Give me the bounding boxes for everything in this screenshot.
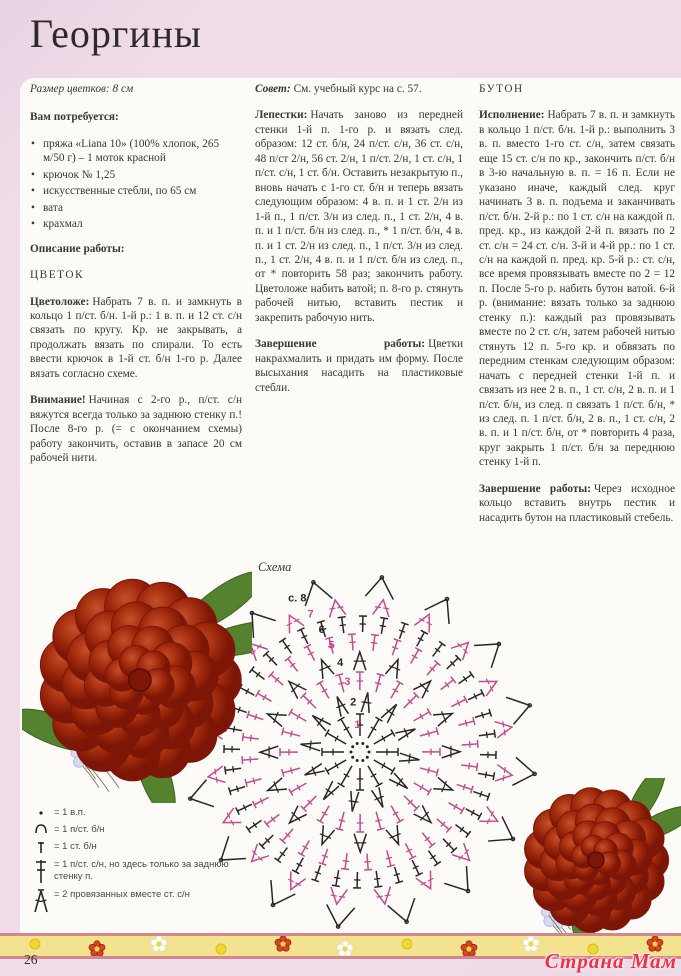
finishing-paragraph-bud: Завершение работы: Через исходное кольцо вставить внутрь пестик и насадить бутон на пластиковый стебель. xyxy=(479,482,675,524)
legend-item: = 1 в.п. xyxy=(28,806,238,819)
half-double-back-loop-icon xyxy=(28,858,54,884)
materials-list xyxy=(30,137,242,232)
tip-paragraph: Совет: См. учебный курс на с. 57. xyxy=(255,83,422,95)
list-item: • вата xyxy=(30,201,242,215)
flower-photo-bottom-right xyxy=(508,778,681,953)
flower-photo-top-left xyxy=(22,558,252,803)
left-column xyxy=(30,82,242,478)
execution-paragraph: Исполнение: Набрать 7 в. п. и замкнуть в кольцо 1 п/ст. б/н. 1-й р.: выполнить 3 в. п. вместо 1-го ст. с/н, затем связать еще 15 ст. с/н по кр., закончить п/ст. б/н в 3-ю начальную в. п. = 16 п. Если не указано иначе, каждый след. круг начинать 3 в. п. подъема и заканчивать п/ст. б/н. 2-й р.: по 1 ст. с/н на каждой п. пред. кр., из каждой 2-й п. вязать по 2 ст. с/н = 24 ст. с/н. 3-й и 4-й рр.: по 1 ст. с/н на каждой п. пред. кр. 5-й р.: ст. с/н, все время провязывать вместе по 2 = 12 п. После 5-го р. набить бутон ватой. 6-й р. (внимание: вязать только за заднюю стенку п.): каждый раз провязывать вместе по 2 ст. с/н, затем рабочей нитью стянуть 12 п. 5-го кр. и обвязать по передним стенкам следующим образом: начать с передней стенки 1-й п. и связать из нее 2 в. п., 1 ст. с/н, 2 в. п. и 1 п/ст. б/н, из след. п связать 1 п/ст. б/н, * из след. п. 1 п/ст. б/н, 2 в. п., 1 ст. с/н, 2 в. п. и 1 п/ст. б/н, от * повторить 4 раза, круг закрыть 1 п/ст. б/н за переднюю стенку 1-й п. xyxy=(479,109,675,469)
legend-item: = 2 провязанных вместе ст. с/н xyxy=(28,888,238,914)
svg-text:1: 1 xyxy=(354,719,361,732)
list-item: • крючок № 1,25 xyxy=(30,168,242,182)
watermark: Страна Мам xyxy=(544,949,677,973)
svg-text:4: 4 xyxy=(337,657,344,670)
page-number: 26 xyxy=(24,952,38,967)
svg-text:7: 7 xyxy=(307,608,314,621)
petals-paragraph: Лепестки: Начать заново из передней стенки 1-й п. 1-го р. и вязать след. образом: 12 ст. б/н, 24 п/ст. с/н, 36 ст. с/н, 48 п/ст 2/н, 56 ст. 2/н, 1 п/ст. 2/н, 1 ст. с/н, 1 п/ст. с/н, 1 ст. б/н. Оставить незакрытую п., вновь начать с 1-го ст. б/н и теперь вязать следующим образом: 4 в. п. и 1 ст. 2/н из 1-й п., 1 п/ст. 3/н из след. п., 1 ст. 2/н, 4 в. п. и 1 п/ст. б/н из след. п., * 1 п/ст. б/н, 4 в. п. и 1 ст. 2/н из след. п., 1 п/ст. 3/н из след. п., 1 ст. 2/н, 4 в. п. и 1 п/ст. б/н из след. п., от * повторить 58 раз; закончить работу. Цветоложе набить ватой; п. 8-го р. стянуть рабочей нитью, вставить пестик и закрепить рабочую нить. xyxy=(255,109,463,324)
schema-caption: Схема xyxy=(258,560,292,574)
bud-section-header: БУТОН xyxy=(479,83,524,95)
svg-text:6: 6 xyxy=(318,623,325,636)
svg-text:2: 2 xyxy=(350,696,357,709)
warning-paragraph: Внимание! Начиная с 2-го р., п/ст. с/н вяжутся всегда только за заднюю стенку п.! После 8-го р. (= с окончанием схемы) работу закончить, оставив в запасе 20 см рабочей нити. xyxy=(30,394,242,465)
svg-text:с. 8: с. 8 xyxy=(288,592,307,605)
list-item: • крахмал xyxy=(30,217,242,231)
legend-item: = 1 п/ст. б/н xyxy=(28,823,238,836)
list-item: • пряжа «Liana 10» (100% хлопок, 265 м/50 г) – 1 моток красной xyxy=(30,137,242,166)
finishing-paragraph-flower: Завершение работы: Цветки накрахмалить и придать им форму. После высыхания насадить на пластиковые стебли. xyxy=(255,338,463,394)
materials-heading: Вам потребуется: xyxy=(30,111,119,124)
receptacle-paragraph: Цветоложе: Набрать 7 в. п. и замкнуть в кольцо 1 п/ст. б/н. 1-й р.: 1 в. п. и 12 ст. с/н связать по кругу. Кр. не закрывать, а продолжать вязать по спирали. То есть ввести крючок в 1-й ст. б/н 1-го р. Далее вязать согласно схеме. xyxy=(30,295,242,380)
right-column xyxy=(479,82,675,537)
list-item: • искусственные стебли, по 65 см xyxy=(30,184,242,198)
svg-text:5: 5 xyxy=(328,639,335,652)
chain-stitch-dot-icon xyxy=(28,806,54,818)
single-crochet-icon xyxy=(28,840,54,854)
legend-item: = 1 п/ст. с/н, но здесь только за заднюю стенку п. xyxy=(28,858,238,884)
description-heading: Описание работы: xyxy=(30,242,125,255)
legend-item: = 1 ст. б/н xyxy=(28,840,238,854)
slip-stitch-arc-icon xyxy=(28,823,54,835)
middle-column xyxy=(255,82,463,407)
svg-text:3: 3 xyxy=(344,676,351,689)
dc2tog-cluster-icon xyxy=(28,888,54,914)
page-title: Георгины xyxy=(30,11,202,56)
flower-section-header: ЦВЕТОК xyxy=(30,269,85,282)
flower-size-note: Размер цветков: 8 см xyxy=(30,83,134,95)
chart-legend xyxy=(28,806,238,918)
